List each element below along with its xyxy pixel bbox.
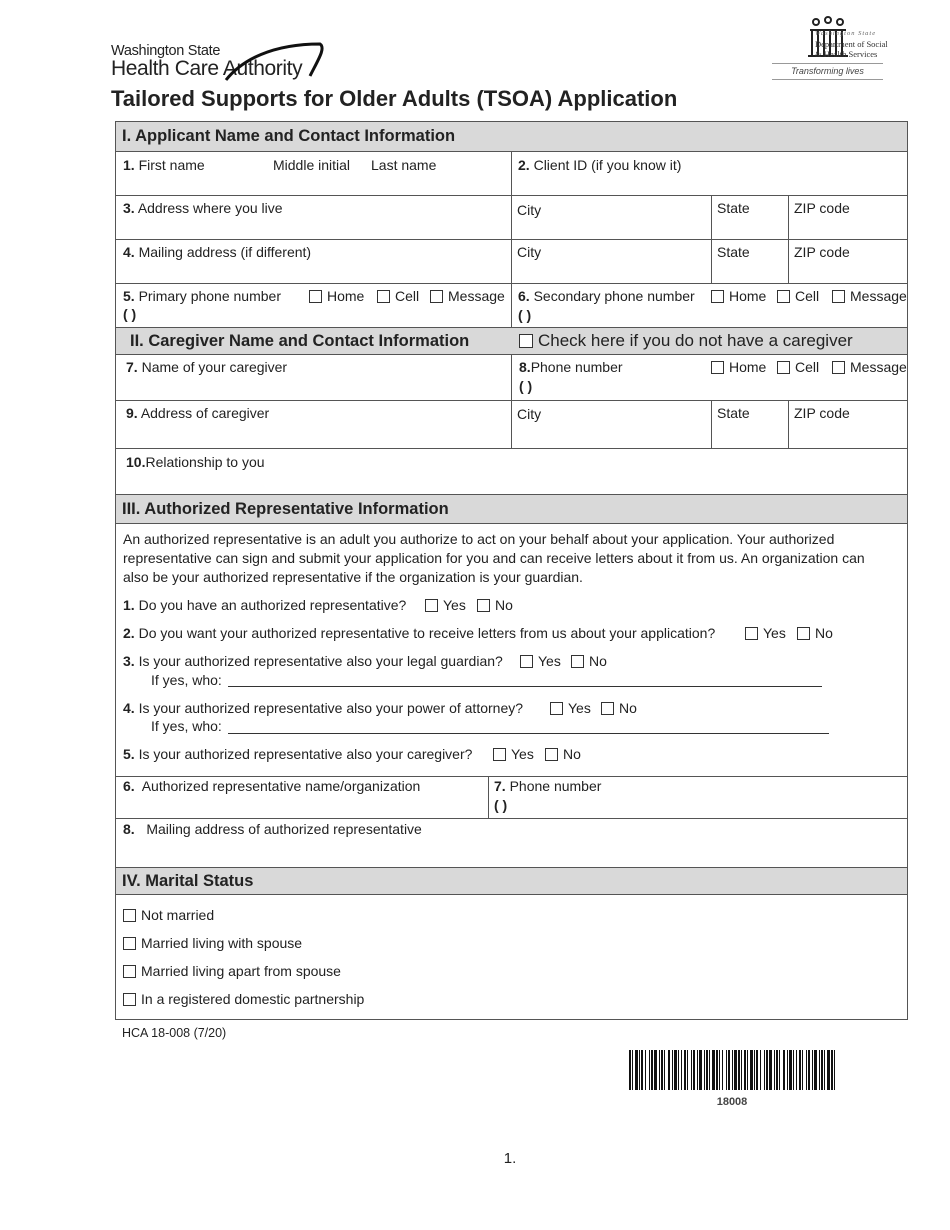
checkbox-icon[interactable] xyxy=(832,361,845,374)
middle-initial-label: Middle initial xyxy=(273,157,351,173)
primary-phone-message-checkbox[interactable]: Message xyxy=(430,288,505,304)
q4-no-checkbox[interactable]: No xyxy=(601,700,637,716)
checkbox-icon[interactable] xyxy=(550,702,563,715)
dshs-tagline: Transforming lives xyxy=(791,66,864,76)
state-label: State xyxy=(717,405,750,421)
checkbox-icon[interactable] xyxy=(777,290,790,303)
caregiver-phone-area[interactable]: ( ) xyxy=(519,378,533,394)
checkbox-icon[interactable] xyxy=(493,748,506,761)
primary-phone-area[interactable]: ( ) xyxy=(123,306,137,322)
barcode-number: 18008 xyxy=(716,1096,748,1108)
city-label: City xyxy=(517,244,542,260)
q3-no-checkbox[interactable]: No xyxy=(571,653,607,669)
checkbox-icon[interactable] xyxy=(123,909,136,922)
checkbox-icon[interactable] xyxy=(797,627,810,640)
checkbox-icon[interactable] xyxy=(309,290,322,303)
column-divider xyxy=(788,195,789,283)
section-3-header: III. Authorized Representative Information xyxy=(116,494,907,524)
q4-if-yes-line[interactable] xyxy=(228,733,829,734)
column-divider xyxy=(511,355,512,448)
dshs-logo-ws: Washington State xyxy=(815,30,877,37)
field-6-label: 6. Secondary phone number xyxy=(518,288,695,304)
page-title: Tailored Supports for Older Adults (TSOA) Application xyxy=(111,86,678,111)
question-3: 3. Is your authorized representative also your legal guardian? xyxy=(123,653,503,669)
checkbox-icon[interactable] xyxy=(425,599,438,612)
dshs-divider xyxy=(772,63,883,64)
q3-yes-checkbox[interactable]: Yes xyxy=(520,653,561,669)
q3-if-yes-line[interactable] xyxy=(228,686,822,687)
secondary-phone-message-checkbox[interactable]: Message xyxy=(832,288,907,304)
primary-phone-home-checkbox[interactable]: Home xyxy=(309,288,364,304)
ar-field-8-label: 8. Mailing address of authorized representative xyxy=(123,821,422,837)
zip-label: ZIP code xyxy=(794,200,850,216)
checkbox-icon[interactable] xyxy=(711,290,724,303)
city-label: City xyxy=(517,406,542,422)
checkbox-icon[interactable] xyxy=(711,361,724,374)
q3-if-yes-label: If yes, who: xyxy=(151,672,222,688)
field-10-label: 10.Relationship to you xyxy=(126,454,265,470)
marital-married-apart-checkbox[interactable]: Married living apart from spouse xyxy=(123,963,341,979)
page-number: 1. xyxy=(503,1150,517,1167)
dshs-logo-hs: & Health Services xyxy=(815,49,878,59)
column-divider xyxy=(511,152,512,327)
q1-yes-checkbox[interactable]: Yes xyxy=(425,597,466,613)
checkbox-icon[interactable] xyxy=(745,627,758,640)
q4-if-yes-label: If yes, who: xyxy=(151,718,222,734)
secondary-phone-cell-checkbox[interactable]: Cell xyxy=(777,288,819,304)
checkbox-icon[interactable] xyxy=(545,748,558,761)
secondary-phone-home-checkbox[interactable]: Home xyxy=(711,288,766,304)
q2-no-checkbox[interactable]: No xyxy=(797,625,833,641)
secondary-phone-area[interactable]: ( ) xyxy=(518,307,532,323)
field-7-label: 7. Name of your caregiver xyxy=(126,359,288,375)
row-divider xyxy=(116,448,907,449)
checkbox-icon[interactable] xyxy=(520,655,533,668)
q5-no-checkbox[interactable]: No xyxy=(545,746,581,762)
q4-yes-checkbox[interactable]: Yes xyxy=(550,700,591,716)
ar-phone-area[interactable]: ( ) xyxy=(494,797,508,813)
section-4-header: IV. Marital Status xyxy=(116,867,907,895)
checkbox-icon[interactable] xyxy=(519,334,533,348)
question-1: 1. Do you have an authorized representative? xyxy=(123,597,407,613)
field-9-label: 9. Address of caregiver xyxy=(126,405,270,421)
field-5-label: 5. Primary phone number xyxy=(123,288,281,304)
checkbox-icon[interactable] xyxy=(601,702,614,715)
dshs-divider xyxy=(772,79,883,80)
row-divider xyxy=(116,818,907,819)
section-1-header: I. Applicant Name and Contact Information xyxy=(116,122,907,152)
authorized-rep-intro: An authorized representative is an adult you authorize to act on your behalf about your application. Your authorized representative can sign and submit your application for you and can receive letters about it from us. An organization can also be your authorized representative if the organization is your guardian. xyxy=(123,531,865,585)
field-2-label: 2. Client ID (if you know it) xyxy=(518,157,682,173)
barcode-icon xyxy=(627,1050,839,1092)
checkbox-icon[interactable] xyxy=(571,655,584,668)
checkbox-icon[interactable] xyxy=(832,290,845,303)
city-label: City xyxy=(517,202,542,218)
column-divider xyxy=(711,400,712,448)
column-divider xyxy=(711,195,712,283)
field-1-label: 1. First name xyxy=(123,157,205,173)
marital-married-with-spouse-checkbox[interactable]: Married living with spouse xyxy=(123,935,302,951)
ar-field-6-label: 6. Authorized representative name/organization xyxy=(123,778,421,794)
question-5: 5. Is your authorized representative also your caregiver? xyxy=(123,746,473,762)
question-4: 4. Is your authorized representative also your power of attorney? xyxy=(123,700,524,716)
column-divider xyxy=(488,776,489,818)
checkbox-icon[interactable] xyxy=(777,361,790,374)
hca-swoosh-icon xyxy=(222,40,326,82)
row-divider xyxy=(116,776,907,777)
checkbox-icon[interactable] xyxy=(123,937,136,950)
checkbox-icon[interactable] xyxy=(477,599,490,612)
no-caregiver-checkbox[interactable]: Check here if you do not have a caregiver xyxy=(519,331,853,351)
state-label: State xyxy=(717,244,750,260)
state-label: State xyxy=(717,200,750,216)
caregiver-phone-home-checkbox[interactable]: Home xyxy=(711,359,766,375)
primary-phone-cell-checkbox[interactable]: Cell xyxy=(377,288,419,304)
q5-yes-checkbox[interactable]: Yes xyxy=(493,746,534,762)
checkbox-icon[interactable] xyxy=(123,965,136,978)
field-8-label: 8.Phone number xyxy=(519,359,623,375)
section-2-header: II. Caregiver Name and Contact Information xyxy=(116,327,907,355)
field-3-label: 3. Address where you live xyxy=(123,200,283,216)
checkbox-icon[interactable] xyxy=(430,290,443,303)
q1-no-checkbox[interactable]: No xyxy=(477,597,513,613)
field-4-label: 4. Mailing address (if different) xyxy=(123,244,312,260)
hca-logo-line1: Washington State xyxy=(111,43,221,59)
marital-not-married-checkbox[interactable]: Not married xyxy=(123,907,214,923)
dshs-logo-dept: Department of Social xyxy=(815,39,888,49)
caregiver-phone-cell-checkbox[interactable]: Cell xyxy=(777,359,819,375)
marital-domestic-partnership-checkbox[interactable]: In a registered domestic partnership xyxy=(123,991,364,1007)
ar-field-7-label: 7. Phone number xyxy=(494,778,602,794)
column-divider xyxy=(788,400,789,448)
form-code: HCA 18-008 (7/20) xyxy=(122,1026,227,1040)
zip-label: ZIP code xyxy=(794,244,850,260)
checkbox-icon[interactable] xyxy=(377,290,390,303)
dshs-logo-text xyxy=(815,29,888,59)
last-name-label: Last name xyxy=(371,157,437,173)
question-2: 2. Do you want your authorized representative to receive letters from us about your application? xyxy=(123,625,716,641)
caregiver-phone-message-checkbox[interactable]: Message xyxy=(832,359,907,375)
hca-logo-line2: Health Care Authority xyxy=(111,57,303,80)
zip-label: ZIP code xyxy=(794,405,850,421)
q2-yes-checkbox[interactable]: Yes xyxy=(745,625,786,641)
application-form xyxy=(115,121,908,1020)
checkbox-icon[interactable] xyxy=(123,993,136,1006)
